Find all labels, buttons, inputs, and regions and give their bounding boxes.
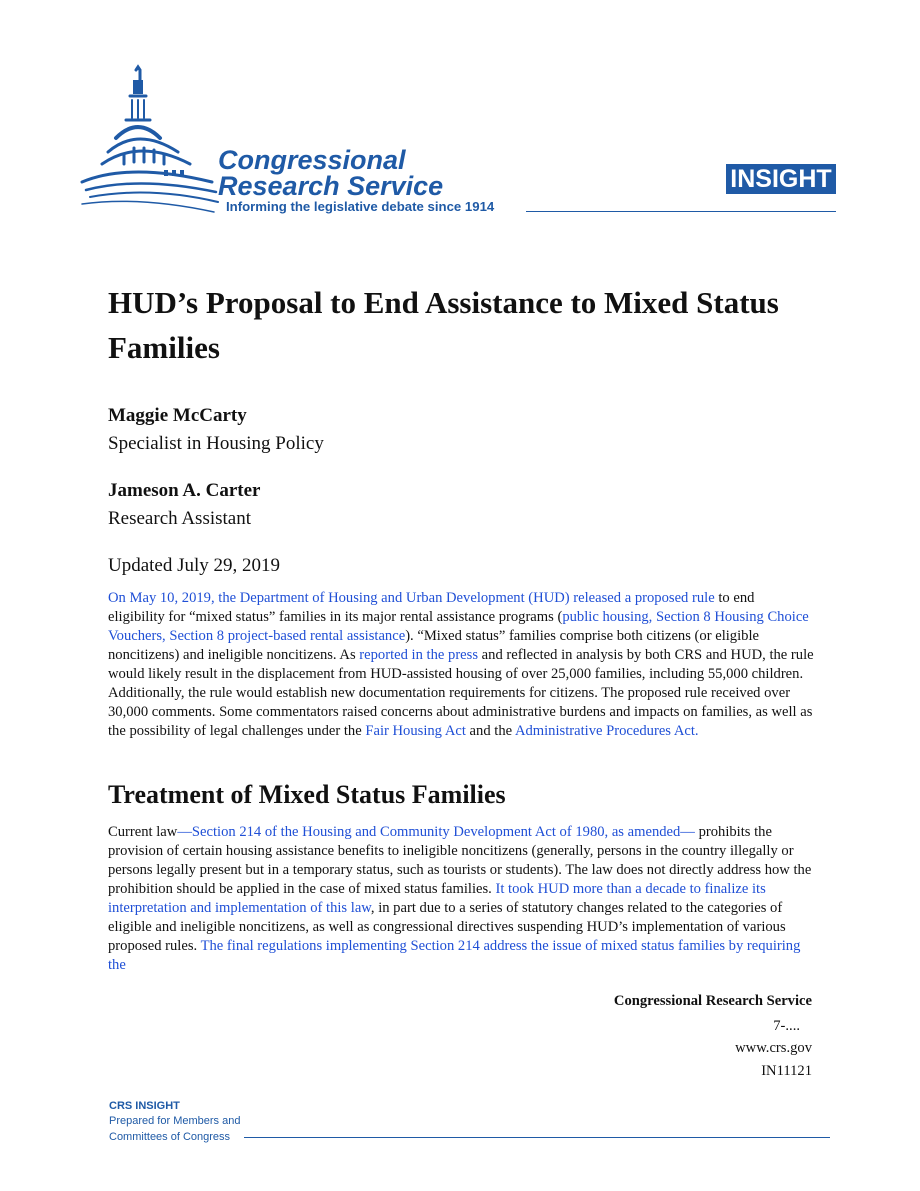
section-text-3: , in part due to a series of statutory changes related to the categories of eligible and ineligible noncitizens, as well as congressional directives suspending HUD’s implementation of various proposed rules.	[108, 900, 786, 954]
logo-wordmark-line2: Research Service	[218, 171, 444, 201]
footer-id: IN11121	[761, 1063, 812, 1079]
intro-text-3: and reflected in analysis by both CRS and HUD, the rule would likely result in the displacement from HUD-assisted housing of over 25,000 families, including 55,000 children. Additionally, the rule would establish new documentation requirements for citizens. The proposed rule received over 30,000 comments. Some commentators raised concerns about administrative burdens and impacts on families, as well as the possibility of legal challenges under the	[108, 647, 814, 739]
footer-code-text: 7-....	[773, 1018, 800, 1034]
link-section-214[interactable]: —Section 214 of the Housing and Community Development Act of 1980, as amended—	[177, 824, 695, 840]
section-paragraph	[108, 823, 814, 975]
page-title: HUD’s Proposal to End Assistance to Mixed Status Families	[108, 285, 779, 365]
intro-text-2: ). “Mixed status” families comprise both citizens (or eligible noncitizens) and ineligible noncitizens. As	[108, 628, 759, 663]
logo-tagline: Informing the legislative debate since 1914	[226, 199, 495, 214]
author-1-role: Specialist in Housing Policy	[108, 433, 324, 454]
intro-paragraph	[108, 589, 814, 741]
intro-text-4: and the	[465, 723, 515, 739]
author-1-name: Maggie McCarty	[108, 405, 247, 426]
crs-insight-label: CRS INSIGHT	[109, 1100, 180, 1112]
footer-org: Congressional Research Service	[613, 993, 812, 1009]
link-administrative-procedures-act[interactable]: Administrative Procedures Act.	[514, 723, 699, 739]
link-final-regulations[interactable]: The final regulations implementing Section 214 address the issue of mixed status families by requiring the	[108, 938, 801, 973]
prepared-line-1: Prepared for Members and	[109, 1115, 241, 1127]
footer-rule	[244, 1137, 830, 1138]
link-reported-press[interactable]: reported in the press	[359, 647, 479, 663]
footer-url: www.crs.gov	[735, 1040, 812, 1056]
link-hud-decade[interactable]: It took HUD more than a decade to finalize its interpretation and implementation of this law	[108, 881, 766, 916]
section-text-2: prohibits the provision of certain housing assistance benefits to ineligible noncitizens (generally, persons in the country illegally or persons legally present but in a temporary status, such as tourists or students). The law does not directly address how the prohibition should be applied in the case of mixed status families.	[108, 824, 812, 897]
header-rule	[526, 211, 836, 212]
footer-code	[773, 1018, 812, 1035]
link-fair-housing-act[interactable]: Fair Housing Act	[365, 723, 466, 739]
intro-text-1: to end eligibility for “mixed status” families in its major rental assistance programs (	[108, 590, 755, 625]
updated-date: Updated July 29, 2019	[108, 555, 281, 576]
author-2-name: Jameson A. Carter	[108, 480, 261, 501]
section-heading: Treatment of Mixed Status Families	[108, 780, 506, 809]
section-text-1: Current law	[108, 824, 178, 840]
author-2-role: Research Assistant	[108, 508, 252, 529]
insight-badge: INSIGHT	[726, 164, 836, 194]
link-proposed-rule[interactable]: On May 10, 2019, the Department of Housing and Urban Development (HUD) released a proposed rule	[108, 590, 715, 606]
logo-wordmark-line1: Congressional	[218, 145, 406, 175]
link-rental-programs[interactable]: public housing, Section 8 Housing Choice Vouchers, Section 8 project-based rental assistance	[108, 609, 809, 644]
capitol-dome-logo	[80, 64, 220, 214]
prepared-line-2: Committees of Congress	[109, 1131, 231, 1143]
